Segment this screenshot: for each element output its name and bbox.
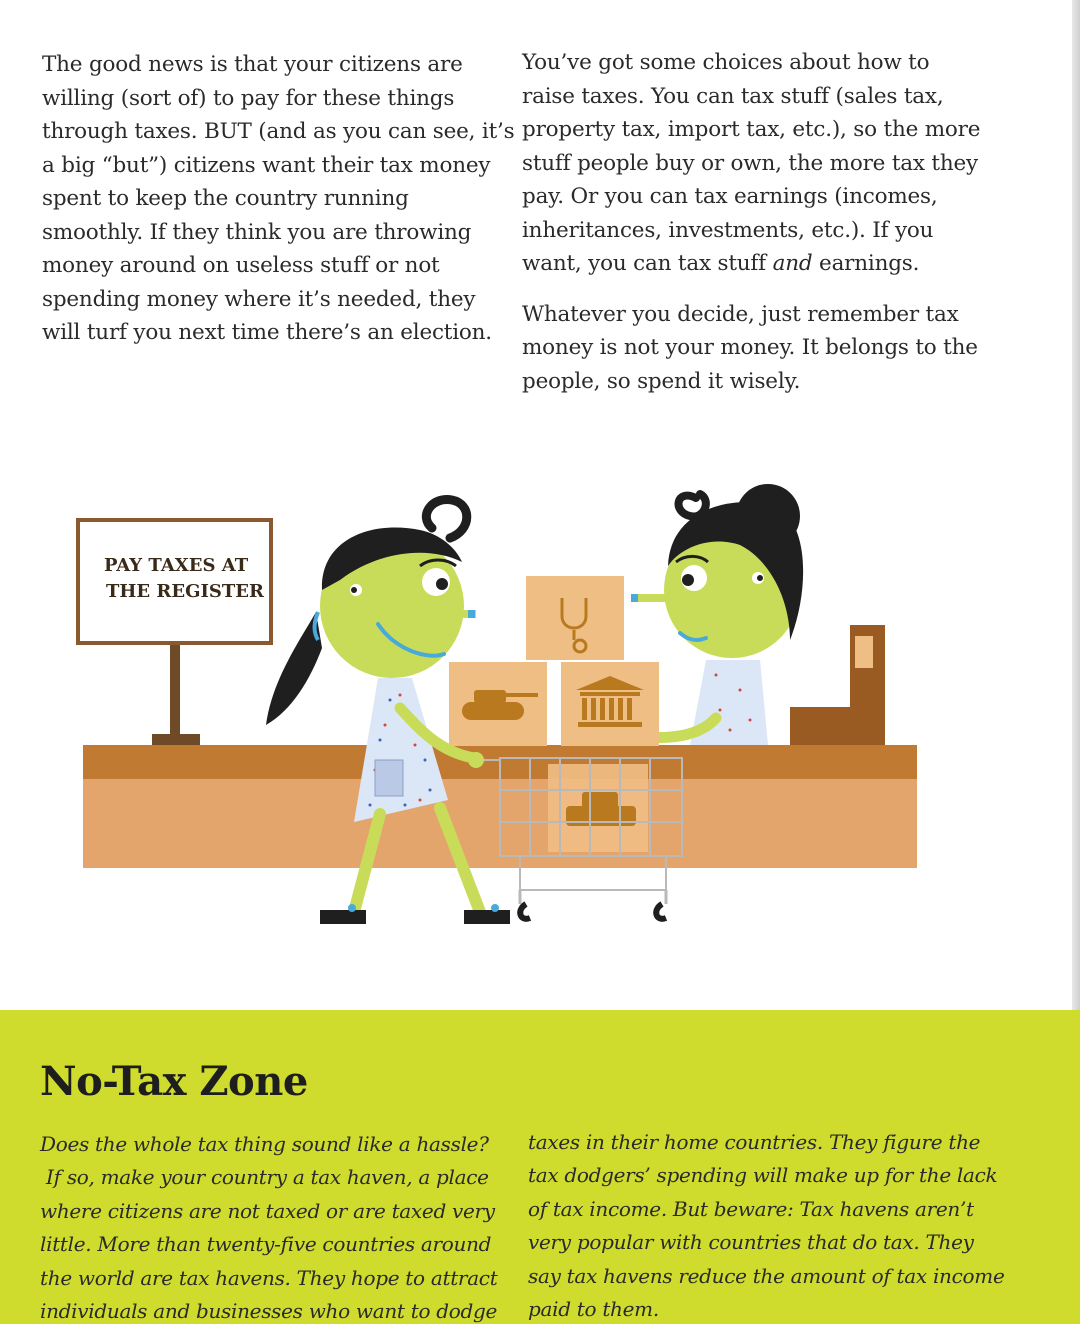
text-line: where citizens are not taxed or are taxed very	[40, 1198, 495, 1223]
text-line	[522, 247, 992, 281]
sidebar-paragraph-left	[40, 1128, 500, 1328]
text-line: Does the whole tax thing sound like a hassle?	[40, 1132, 489, 1156]
text-line: inheritances, investments, etc.). If you	[522, 217, 934, 243]
text-line: very popular with countries that do tax. They	[528, 1230, 974, 1255]
sidebar-right-column	[528, 1126, 1005, 1326]
text-line: individuals and businesses who want to dodge	[40, 1299, 498, 1324]
text-fragment: earnings.	[812, 251, 920, 276]
text-line: Whatever you decide, just remember tax	[522, 301, 959, 327]
right-paragraph-1	[522, 46, 992, 281]
text-line: paid to them.	[528, 1297, 659, 1322]
text-line: a big “but”) citizens want their tax money	[42, 152, 491, 178]
left-paragraph	[42, 48, 515, 350]
text-line: willing (sort of) to pay for these things	[42, 85, 455, 111]
shopping-cart-icon	[468, 752, 682, 919]
text-line: smoothly. If they think you are throwing	[42, 219, 472, 245]
text-line: If so, make your country a tax haven, a place	[40, 1165, 489, 1190]
sidebar-title: No-Tax Zone	[40, 1058, 308, 1105]
text-line: people, so spend it wisely.	[522, 368, 801, 394]
text-line: money around on useless stuff or not	[42, 253, 440, 278]
tax-goods-boxes	[449, 576, 659, 746]
text-line: of tax income. But beware: Tax havens aren’t	[528, 1196, 974, 1221]
text-line: little. More than twenty-five countries around	[40, 1232, 492, 1257]
text-line: spent to keep the country running	[42, 186, 409, 211]
text-line: will turf you next time there’s an election.	[42, 320, 492, 345]
sidebar-left-column	[40, 1128, 500, 1328]
cash-register	[790, 625, 885, 747]
right-text-column	[522, 46, 992, 398]
text-line: raise taxes. You can tax stuff (sales tax,	[522, 83, 944, 109]
text-line: The good news is that your citizens are	[42, 52, 463, 77]
shopping-tax-illustration	[0, 470, 1080, 940]
illustration-svg	[0, 470, 1080, 940]
right-paragraph-2	[522, 298, 992, 399]
text-line: pay. Or you can tax earnings (incomes,	[522, 184, 938, 209]
text-line: tax dodgers’ spending will make up for the lack	[528, 1163, 998, 1188]
text-line: say tax havens reduce the amount of tax income	[528, 1263, 1005, 1288]
text-line: property tax, import tax, etc.), so the more	[522, 117, 981, 142]
text-line: through taxes. BUT (and as you can see, it’s	[42, 119, 515, 144]
text-fragment: want, you can tax stuff	[522, 251, 773, 276]
text-line: spending money where it’s needed, they	[42, 286, 476, 312]
text-line: taxes in their home countries. They figure the	[528, 1130, 981, 1154]
text-line: You’ve got some choices about how to	[522, 50, 930, 75]
text-line: stuff people buy or own, the more tax they	[522, 150, 978, 176]
sign-text-line-2: THE REGISTER	[106, 581, 264, 602]
pay-taxes-sign	[78, 520, 271, 746]
text-line: the world are tax havens. They hope to attract	[40, 1265, 498, 1290]
emphasis-text: and	[772, 251, 813, 276]
text-line: money is not your money. It belongs to the	[522, 335, 978, 360]
sidebar-paragraph-right	[528, 1126, 1005, 1326]
sign-text-line-1: PAY TAXES AT	[104, 555, 249, 576]
left-text-column	[42, 48, 515, 350]
